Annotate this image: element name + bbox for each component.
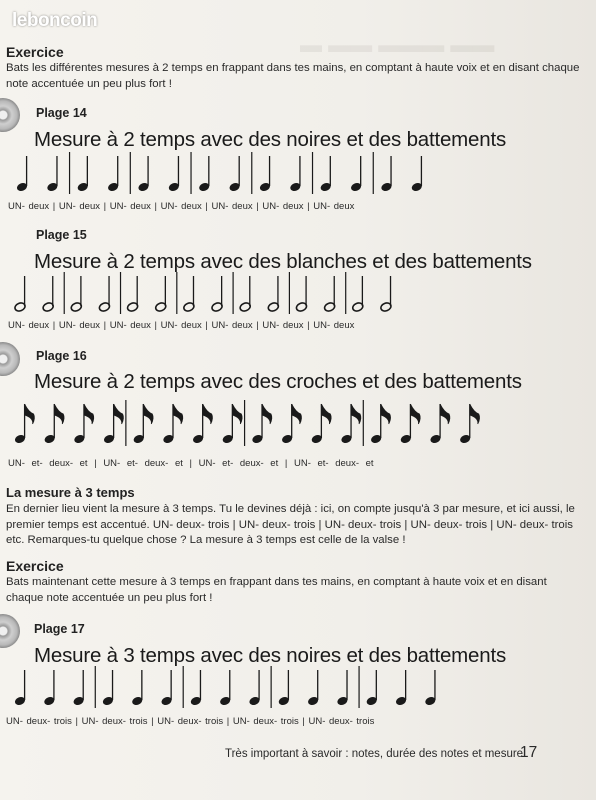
note-flag bbox=[143, 404, 153, 424]
note-flag bbox=[203, 404, 213, 424]
cd-icon bbox=[0, 342, 20, 376]
cd-icon bbox=[0, 614, 20, 648]
rhythm-staff bbox=[0, 272, 596, 316]
section-title: Mesure à 2 temps avec des blanches et des battements bbox=[34, 250, 532, 273]
counting-text: UN- deux- trois | UN- deux- trois | UN- deux- trois | UN- deux- trois | UN- deux- trois bbox=[6, 716, 375, 727]
plage-label: Plage 15 bbox=[36, 228, 87, 242]
section-heading: La mesure à 3 temps bbox=[6, 485, 135, 500]
note-flag bbox=[470, 404, 480, 424]
counting-text: UN- deux | UN- deux | UN- deux | UN- deux | UN- deux | UN- deux | UN- deux bbox=[8, 201, 355, 212]
cd-icon bbox=[0, 98, 20, 132]
rhythm-staff bbox=[0, 400, 596, 448]
exercise-text: Bats les différentes mesures à 2 temps en frappant dans tes mains, en comptant à haute voix et en disant chaque note accentuée un peu plus fort ! bbox=[6, 62, 580, 90]
plage-label: Plage 14 bbox=[36, 106, 87, 120]
note-flag bbox=[440, 404, 450, 424]
watermark: leboncoin bbox=[12, 10, 98, 31]
note-flag bbox=[54, 404, 64, 424]
note-flag bbox=[292, 404, 302, 424]
plage-label: Plage 16 bbox=[36, 349, 87, 363]
exercise-heading: Exercice bbox=[6, 44, 64, 60]
section-title: Mesure à 2 temps avec des noires et des battements bbox=[34, 128, 507, 151]
note-flag bbox=[321, 404, 331, 424]
note-flag bbox=[410, 404, 420, 424]
plage-label: Plage 17 bbox=[34, 622, 85, 636]
exercise-heading: Exercice bbox=[6, 558, 64, 574]
note-flag bbox=[25, 404, 35, 424]
footer-text: Très important à savoir : notes, durée des notes et mesure bbox=[225, 748, 524, 760]
note-flag bbox=[232, 404, 242, 424]
note-flag bbox=[381, 404, 391, 424]
show-through-text: ▬ ▬▬ ▬▬▬ ▬▬ bbox=[300, 32, 495, 57]
mesure3-text: En dernier lieu vient la mesure à 3 temps. Tu le devines déjà : ici, on compte jusqu'à 3 par mesure, et ici aussi, le premier temps est accentué. UN- deux- trois | UN- deux- trois | UN- deux- trois | UN- deux- trois | UN- deux- trois etc. Remarques-tu quelque chose ? La mesure à 3 temps est celle de la valse ! bbox=[6, 503, 575, 546]
note-flag bbox=[84, 404, 94, 424]
note-flag bbox=[262, 404, 272, 424]
note-flag bbox=[173, 404, 183, 424]
note-flag bbox=[114, 404, 124, 424]
counting-text: UN- deux | UN- deux | UN- deux | UN- deux | UN- deux | UN- deux | UN- deux bbox=[8, 320, 355, 331]
section-title: Mesure à 2 temps avec des croches et des battements bbox=[34, 370, 522, 393]
exercise-text: Bats maintenant cette mesure à 3 temps en frappant dans tes mains, en comptant à haute voix et en disant chaque note accentuée un peu plus fort ! bbox=[6, 576, 547, 604]
note-flag bbox=[351, 404, 361, 424]
counting-text: UN- et- deux- et | UN- et- deux- et | UN- et- deux- et | UN- et- deux- et bbox=[8, 458, 374, 469]
page-number: 17 bbox=[520, 744, 538, 761]
section-title: Mesure à 3 temps avec des noires et des battements bbox=[34, 644, 507, 667]
rhythm-staff bbox=[0, 152, 596, 196]
rhythm-staff bbox=[0, 666, 596, 710]
